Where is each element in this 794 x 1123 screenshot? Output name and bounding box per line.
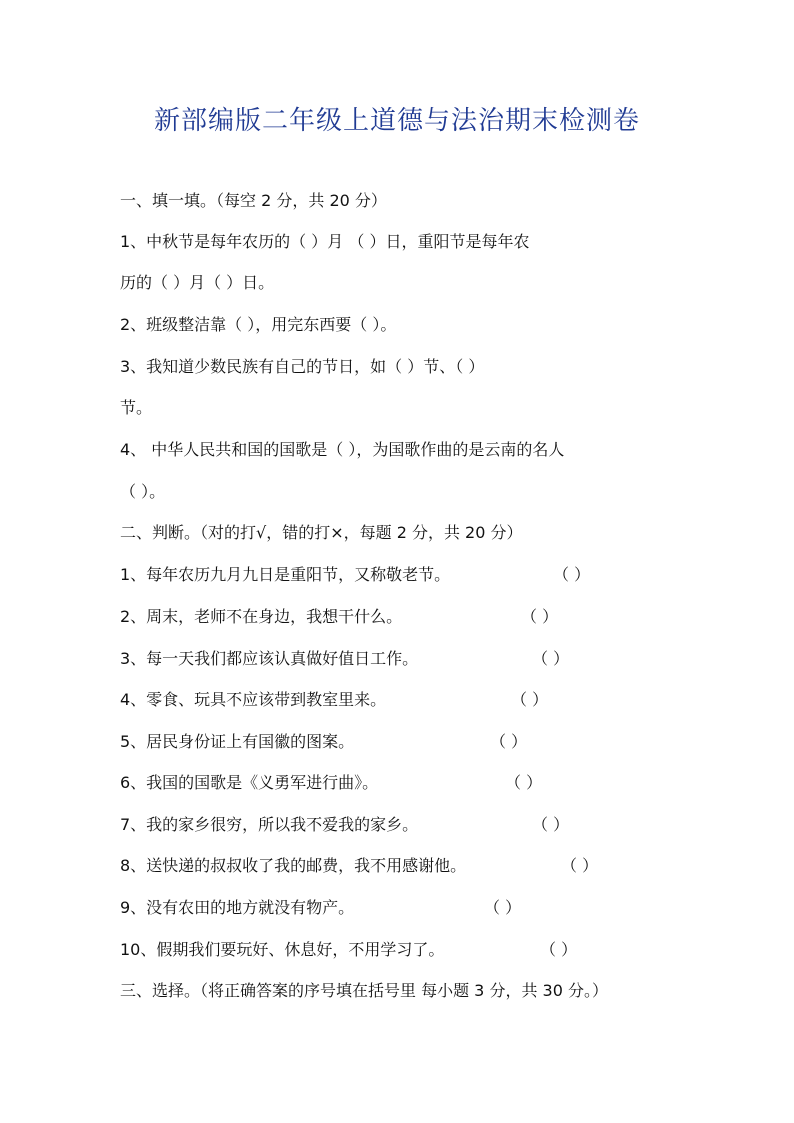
judge-blank-2[interactable]: （ ） [521, 607, 559, 626]
judge-item-4: 4、零食、玩具不应该带到教室里来。 [120, 690, 387, 709]
judge-blank-8[interactable]: （ ） [561, 856, 599, 875]
section3-heading: 三、选择。（将正确答案的序号填在括号里 每小题 3 分，共 30 分。） [120, 981, 608, 1000]
s1-q1-line1: 1、中秋节是每年农历的（ ）月 （ ）日，重阳节是每年农 [120, 232, 530, 251]
s1-q4-line1: 4、 中华人民共和国的国歌是（ ），为国歌作曲的是云南的名人 [120, 440, 565, 459]
s1-q1-line2: 历的（ ）月（ ）日。 [120, 273, 275, 292]
judge-blank-1[interactable]: （ ） [553, 565, 591, 584]
judge-item-9: 9、没有农田的地方就没有物产。 [120, 898, 355, 917]
exam-title: 新部编版二年级上道德与法治期末检测卷 [153, 106, 640, 136]
judge-blank-7[interactable]: （ ） [532, 815, 570, 834]
judge-item-3: 3、每一天我们都应该认真做好值日工作。 [120, 649, 419, 668]
judge-item-6: 6、我国的国歌是《义勇军进行曲》。 [120, 773, 379, 792]
section2-heading: 二、判断。（对的打√，错的打×，每题 2 分，共 20 分） [120, 523, 523, 542]
judge-blank-3[interactable]: （ ） [532, 649, 570, 668]
s1-q3-line2: 节。 [120, 398, 153, 417]
judge-blank-9[interactable]: （ ） [484, 898, 522, 917]
judge-blank-5[interactable]: （ ） [490, 732, 528, 751]
judge-blank-6[interactable]: （ ） [505, 773, 543, 792]
judge-item-10: 10、假期我们要玩好、休息好，不用学习了。 [120, 940, 445, 959]
judge-item-1: 1、每年农历九月九日是重阳节，又称敬老节。 [120, 565, 451, 584]
judge-item-8: 8、送快递的叔叔收了我的邮费，我不用感谢他。 [120, 856, 467, 875]
judge-blank-10[interactable]: （ ） [540, 940, 578, 959]
s1-q4-line2: （ ）。 [120, 482, 166, 501]
judge-item-5: 5、居民身份证上有国徽的图案。 [120, 732, 355, 751]
s1-q2: 2、班级整洁靠（ ），用完东西要（ ）。 [120, 315, 397, 334]
judge-item-7: 7、我的家乡很穷，所以我不爱我的家乡。 [120, 815, 419, 834]
judge-blank-4[interactable]: （ ） [511, 690, 549, 709]
s1-q3-line1: 3、我知道少数民族有自己的节日，如（ ）节、（ ） [120, 357, 485, 376]
section1-heading: 一、填一填。（每空 2 分，共 20 分） [120, 191, 387, 210]
judge-item-2: 2、周末，老师不在身边，我想干什么。 [120, 607, 403, 626]
